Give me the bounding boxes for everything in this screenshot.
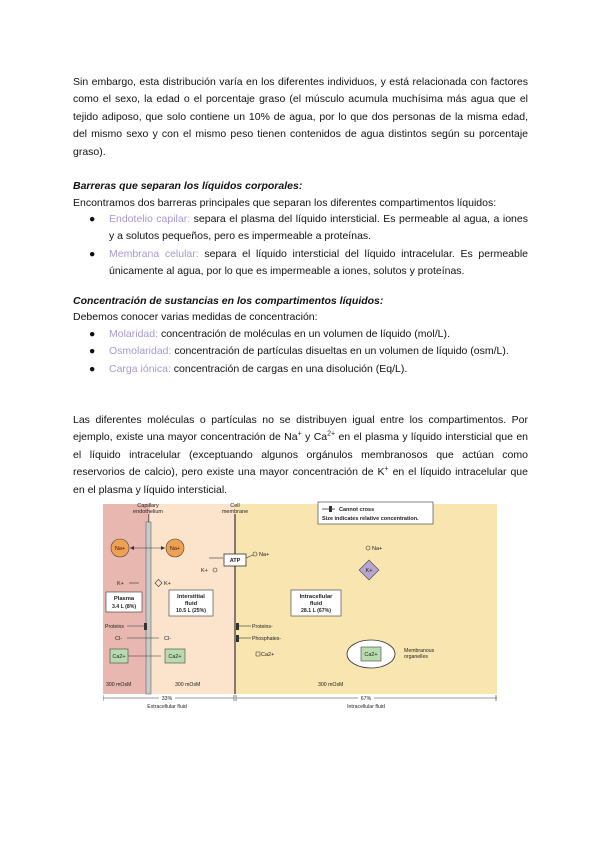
icf-label: Intracellular fluid bbox=[347, 704, 385, 710]
k-interstitial-label: K+ bbox=[164, 581, 171, 587]
bullet-icon: ● bbox=[89, 362, 96, 375]
atp-label: ATP bbox=[229, 558, 241, 564]
fluid-compartments-figure bbox=[103, 500, 497, 714]
bullet-icon: ● bbox=[89, 247, 96, 260]
interstitial-title-1: Interstitial bbox=[177, 594, 205, 600]
item-text: separa el plasma del líquido intersticial. Es permeable al agua, a iones y a solutos pequeños, pero es impermeable a proteínas. bbox=[109, 213, 528, 243]
phosphates-label: Phosphates- bbox=[252, 636, 282, 642]
ca-intracellular-label: Ca2+ bbox=[261, 652, 275, 658]
barriers-heading: Barreras que separan los líquidos corporales: bbox=[73, 180, 303, 192]
bullet-icon: ● bbox=[89, 213, 96, 225]
label-endothelium: endothelium bbox=[133, 509, 163, 515]
sup-k: + bbox=[384, 465, 389, 473]
sup-ca: 2+ bbox=[327, 430, 336, 438]
intracellular-title-1: Intracellular bbox=[299, 594, 333, 600]
proteins-right-label: Proteins- bbox=[252, 624, 273, 630]
closing-text-2: y Ca bbox=[301, 431, 328, 444]
na-interstitial-label: Na+ bbox=[169, 546, 181, 552]
label-capillary: Capillary bbox=[137, 503, 159, 509]
closing-text-4: en el líquido intracelular que en el plasma y líquido intersticial. bbox=[73, 466, 528, 496]
proteins-right-block bbox=[236, 623, 239, 630]
list-item bbox=[73, 361, 528, 378]
osm-interstitial: 300 mOsM bbox=[175, 682, 201, 688]
icf-percent: 67% bbox=[360, 696, 372, 702]
legend-block-icon bbox=[329, 506, 332, 512]
intracellular-volume: 28.1 L (67%) bbox=[301, 608, 331, 614]
bullet-icon: ● bbox=[89, 345, 96, 358]
na-small-label: Na+ bbox=[259, 552, 270, 558]
osm-plasma: 300 mOsM bbox=[106, 682, 132, 688]
k-atp-label: K+ bbox=[201, 568, 208, 574]
k-plasma-label: K+ bbox=[117, 581, 124, 587]
term-osmolarity: Osmolaridad: bbox=[109, 345, 172, 358]
term-ionic-charge: Carga iónica: bbox=[109, 362, 171, 375]
list-item bbox=[73, 211, 528, 246]
sup-na: + bbox=[297, 430, 302, 438]
label-cell: Cell bbox=[230, 503, 240, 509]
cl-plasma-label: Cl- bbox=[115, 636, 123, 642]
closing-text-3: en el plasma y líquido intersticial que en el líquido intracelular (exceptuando algunos orgánulos membranosos que actúan como reservorios de calcio), pero existe una mayor concentración de K bbox=[73, 431, 528, 479]
item-text: separa el líquido intersticial del líquido intracelular. Es permeable únicamente al agua, por lo que es impermeable a iones, solutos y proteínas. bbox=[109, 247, 529, 278]
closing-paragraph bbox=[73, 412, 528, 499]
organelles-label-2: organelles bbox=[404, 654, 428, 660]
organelles-label-1: Membranous bbox=[404, 648, 435, 654]
intracellular-title-2: fluid bbox=[309, 601, 323, 607]
interstitial-volume: 10.5 L (25%) bbox=[176, 608, 206, 614]
ecf-label: Extracellular fluid bbox=[147, 704, 187, 710]
label-membrane: membrane bbox=[221, 509, 249, 515]
term-molarity: Molaridad: bbox=[109, 328, 159, 340]
list-item bbox=[73, 343, 528, 360]
ecf-percent: 33% bbox=[161, 696, 173, 702]
item-text: concentración de partículas disueltas en un volumen de líquido (osm/L). bbox=[171, 345, 509, 358]
osm-intracellular: 300 mOsM bbox=[318, 682, 344, 688]
concentration-intro: Debemos conocer varias medidas de concentración: bbox=[73, 311, 318, 323]
list-item bbox=[73, 246, 528, 281]
ca-organelle-label: Ca2+ bbox=[364, 652, 378, 658]
item-text: concentración de moléculas en un volumen de líquido (mol/L). bbox=[158, 328, 450, 340]
legend-size: Size indicates relative concentration. bbox=[322, 516, 419, 522]
concentration-list bbox=[73, 326, 528, 378]
term-cell-membrane: Membrana celular: bbox=[109, 247, 199, 260]
barriers-intro: Encontramos dos barreras principales que separan los diferentes compartimentos líquidos: bbox=[73, 197, 497, 209]
k-intracellular-label: K+ bbox=[365, 568, 373, 574]
barriers-list bbox=[73, 211, 528, 281]
legend-cannot-cross: Cannot cross bbox=[339, 507, 375, 513]
ca-plasma-label: Ca2+ bbox=[112, 654, 126, 660]
na-plasma-label: Na+ bbox=[114, 546, 126, 552]
phosphates-block bbox=[236, 635, 239, 642]
proteins-left-block bbox=[144, 623, 147, 630]
item-text: concentración de cargas en una disolución (Eq/L). bbox=[170, 362, 408, 375]
closing-text-1: Las diferentes moléculas o partículas no se distribuyen igual entre los compartimentos. Por ejemplo, existe una mayor concentración de Na bbox=[73, 414, 528, 444]
list-item bbox=[73, 326, 528, 343]
cl-interstitial-label: Cl- bbox=[164, 636, 172, 642]
intro-paragraph: Sin embargo, esta distribución varía en los diferentes individuos, y está relacionada con factores como el sexo, la edad o el porcentaje graso (el músculo acumula muchísima más agua que el tejido adiposo, que solo contiene un 10% de agua, por lo que dos personas de la misma edad, del mismo sexo y con el mismo peso tienen contenidos de agua distintos según su porcentaje graso). bbox=[73, 76, 528, 158]
concentration-heading: Concentración de sustancias en los compartimentos líquidos: bbox=[73, 295, 384, 307]
proteins-left-label: Proteins bbox=[105, 624, 125, 630]
bullet-icon: ● bbox=[89, 328, 96, 340]
ca-interstitial-label: Ca2+ bbox=[168, 654, 182, 660]
plasma-title: Plasma bbox=[113, 596, 135, 602]
na-intracellular-label: Na+ bbox=[372, 546, 383, 552]
plasma-volume: 3.4 L (8%) bbox=[111, 604, 137, 610]
compartments-diagram bbox=[103, 500, 497, 714]
term-capillary-endothelium: Endotelio capilar: bbox=[109, 213, 191, 225]
interstitial-title-2: fluid bbox=[184, 601, 198, 607]
